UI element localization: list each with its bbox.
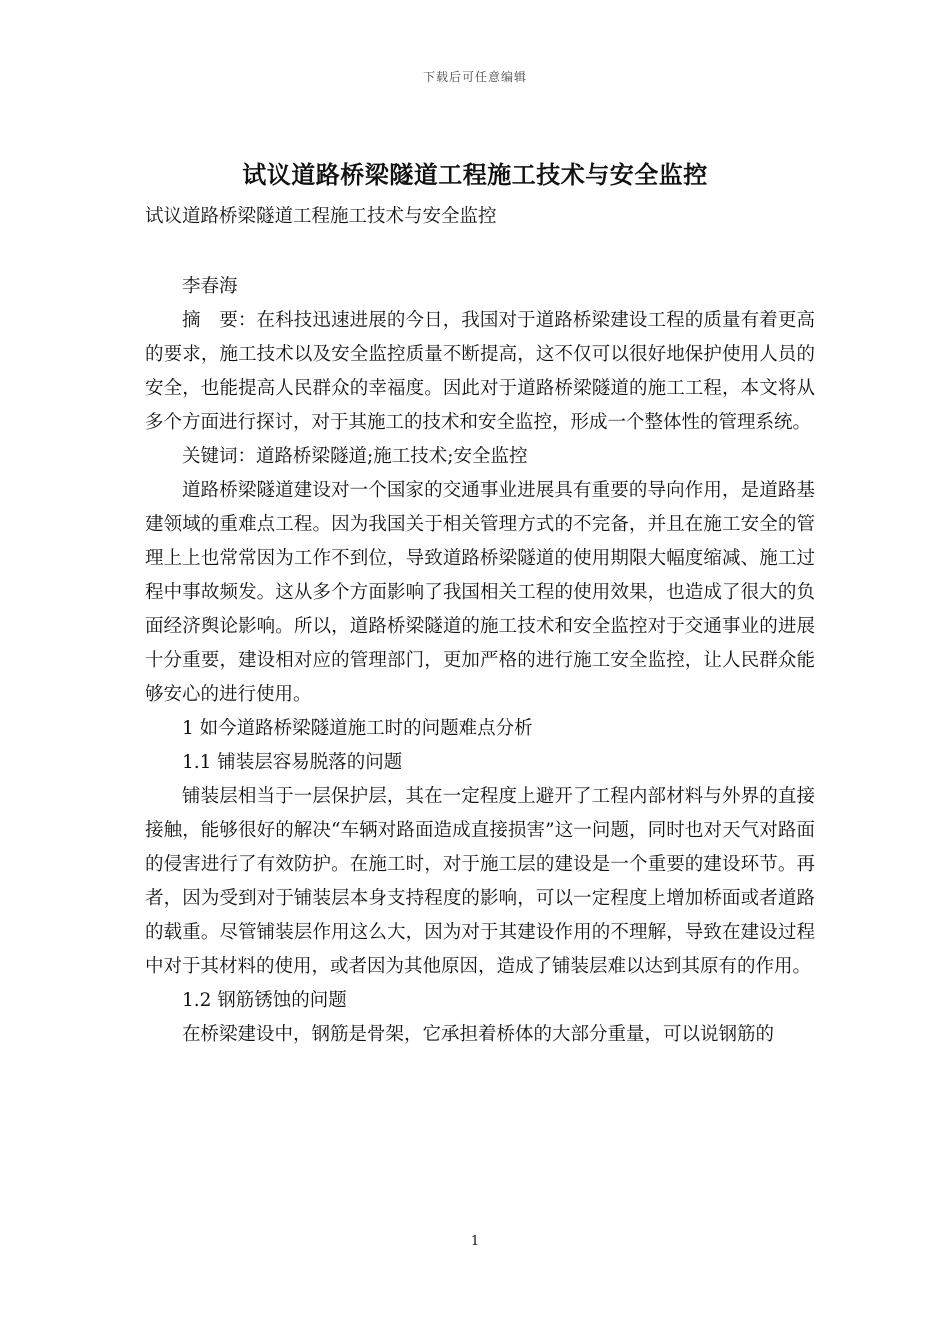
page-number: 1	[470, 1234, 480, 1249]
body-paragraph: 在桥梁建设中，钢筋是骨架，它承担着桥体的大部分重量，可以说钢筋的	[182, 1024, 775, 1045]
subsection-heading: 1.1 铺装层容易脱落的问题	[182, 752, 403, 773]
document-body	[145, 270, 815, 1052]
body-paragraph: 道路桥梁隧道建设对一个国家的交通事业进展具有重要的导向作用，是道路基建领域的重难点工程。因为我国关于相关管理方式的不完备，并且在施工安全的管理上上也常常因为工作不到位，导致道路桥梁隧道的使用期限大幅度缩减、施工过程中事故频发。这从多个方面影响了我国相关工程的使用效果，也造成了很大的负面经济舆论影响。所以，道路桥梁隧道的施工技术和安全监控对于交通事业的进展十分重要，建设相对应的管理部门，更加严格的进行施工安全监控，让人民群众能够安心的进行使用。	[145, 480, 815, 705]
abstract-paragraph: 摘 要：在科技迅速进展的今日，我国对于道路桥梁建设工程的质量有着更高的要求，施工技术以及安全监控质量不断提高，这不仅可以很好地保护使用人员的安全，也能提高人民群众的幸福度。因此对于道路桥梁隧道的施工工程，本文将从多个方面进行探讨，对于其施工的技术和安全监控，形成一个整体性的管理系统。	[145, 310, 815, 433]
subsection-heading: 1.2 钢筋锈蚀的问题	[182, 990, 347, 1011]
document-title: 试议道路桥梁隧道工程施工技术与安全监控	[242, 160, 708, 189]
document-subtitle: 试议道路桥梁隧道工程施工技术与安全监控	[145, 206, 497, 227]
author-name: 李春海	[182, 276, 238, 297]
page-header-note: 下载后可任意编辑	[422, 70, 527, 84]
keywords-paragraph: 关键词：道路桥梁隧道;施工技术;安全监控	[182, 446, 528, 467]
body-paragraph: 铺装层相当于一层保护层，其在一定程度上避开了工程内部材料与外界的直接接触，能够很好的解决“车辆对路面造成直接损害”这一问题，同时也对天气对路面的侵害进行了有效防护。在施工时，对于施工层的建设是一个重要的建设环节。再者，因为受到对于铺装层本身支持程度的影响，可以一定程度上增加桥面或者道路的载重。尽管铺装层作用这么大，因为对于其建设作用的不理解，导致在建设过程中对于其材料的使用，或者因为其他原因，造成了铺装层难以达到其原有的作用。	[145, 786, 815, 977]
section-heading: 1 如今道路桥梁隧道施工时的问题难点分析	[182, 718, 533, 739]
